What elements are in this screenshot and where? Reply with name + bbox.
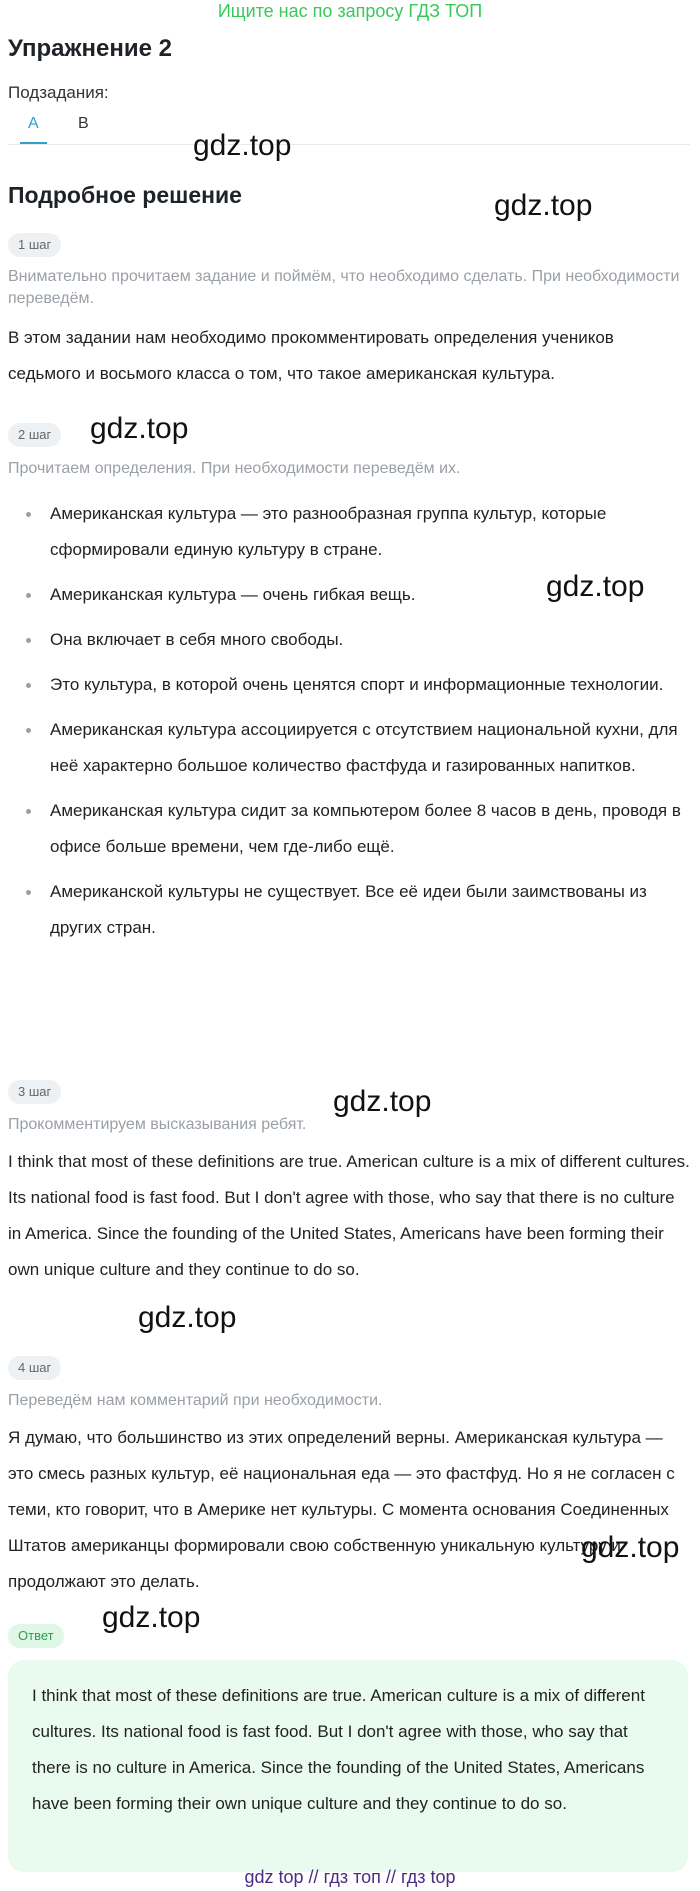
subtask-tabs bbox=[8, 112, 690, 145]
list-item: Американская культура ассоциируется с отсутствием национальной кухни, для неё характерно большое количество фастфуда и газированных напитков. bbox=[8, 712, 690, 784]
watermark: gdz.top bbox=[193, 129, 292, 162]
footer-links bbox=[0, 1866, 700, 1888]
definitions-list bbox=[8, 496, 690, 955]
tab-a[interactable]: A bbox=[20, 112, 47, 144]
answer-box bbox=[8, 1660, 688, 1872]
watermark: gdz.top bbox=[90, 412, 189, 445]
tab-b[interactable]: B bbox=[78, 115, 89, 132]
step-badge: 3 шаг bbox=[8, 1080, 61, 1104]
footer-link[interactable]: гдз топ bbox=[323, 1867, 381, 1887]
subtasks-label: Подзадания: bbox=[8, 83, 109, 102]
bullet-icon bbox=[26, 638, 31, 643]
step-text: I think that most of these definitions are true. American culture is a mix of different cultures. Its national food is fast food. But I don't agree with those, who say that there is no culture in America. Since the founding of the United States, Americans have been forming their own unique culture and they continue to do so. bbox=[8, 1152, 690, 1279]
step-badge: 4 шаг bbox=[8, 1356, 61, 1380]
step-text: В этом задании нам необходимо прокомментировать определения учеников седьмого и восьмого класса о том, что такое американская культура. bbox=[8, 328, 614, 383]
watermark: gdz.top bbox=[494, 189, 593, 222]
watermark: gdz.top bbox=[581, 1531, 680, 1564]
bullet-icon bbox=[26, 683, 31, 688]
step-hint: Прочитаем определения. При необходимости переведём их. bbox=[8, 460, 461, 477]
list-item: Это культура, в которой очень ценятся спорт и информационные технологии. bbox=[8, 667, 690, 703]
step-hint: Внимательно прочитаем задание и поймём, что необходимо сделать. При необходимости переведём. bbox=[8, 268, 680, 307]
bullet-icon bbox=[26, 593, 31, 598]
footer-link[interactable]: gdz top bbox=[244, 1867, 304, 1887]
watermark: gdz.top bbox=[138, 1301, 237, 1334]
watermark: gdz.top bbox=[546, 570, 645, 603]
bullet-icon bbox=[26, 890, 31, 895]
step-badge: 1 шаг bbox=[8, 233, 61, 257]
footer-separator: // bbox=[385, 1867, 396, 1887]
list-item: Американской культуры не существует. Все её идеи были заимствованы из других стран. bbox=[8, 874, 690, 946]
list-item: Американская культура сидит за компьютером более 8 часов в день, проводя в офисе больше времени, чем где-либо ещё. bbox=[8, 793, 690, 865]
footer-separator: // bbox=[308, 1867, 319, 1887]
step-hint: Прокомментируем высказывания ребят. bbox=[8, 1116, 307, 1133]
solution-title: Подробное решение bbox=[8, 182, 242, 208]
answer-badge: Ответ bbox=[8, 1624, 64, 1648]
step-text: Я думаю, что большинство из этих определений верны. Американская культура — это смесь разных культур, её национальная еда — это фастфуд. Но я не согласен с теми, кто говорит, что в Америке нет культуры. С момента основания Соединенных Штатов американцы формировали свою собственную уникальную культуру и продолжают это делать. bbox=[8, 1428, 675, 1591]
step-badge: 2 шаг bbox=[8, 423, 61, 447]
list-item: Она включает в себя много свободы. bbox=[8, 622, 690, 658]
footer-link[interactable]: гдз top bbox=[400, 1867, 456, 1887]
answer-text: I think that most of these definitions are true. American culture is a mix of different cultures. Its national food is fast food. But I don't agree with those, who say that there is no culture in America. Since the founding of the United States, Americans have been forming their own unique culture and they continue to do so. bbox=[32, 1686, 645, 1813]
list-item: Американская культура — это разнообразная группа культур, которые сформировали единую культуру в стране. bbox=[8, 496, 690, 568]
bullet-icon bbox=[26, 809, 31, 814]
watermark: gdz.top bbox=[333, 1085, 432, 1118]
bullet-icon bbox=[26, 728, 31, 733]
list-item: Американская культура — очень гибкая вещь. bbox=[8, 577, 690, 613]
step-hint: Переведём нам комментарий при необходимости. bbox=[8, 1392, 383, 1409]
bullet-icon bbox=[26, 512, 31, 517]
page-title: Упражнение 2 bbox=[8, 35, 172, 62]
watermark: gdz.top bbox=[102, 1601, 201, 1634]
promo-banner: Ищите нас по запросу ГДЗ ТОП bbox=[217, 1, 483, 21]
